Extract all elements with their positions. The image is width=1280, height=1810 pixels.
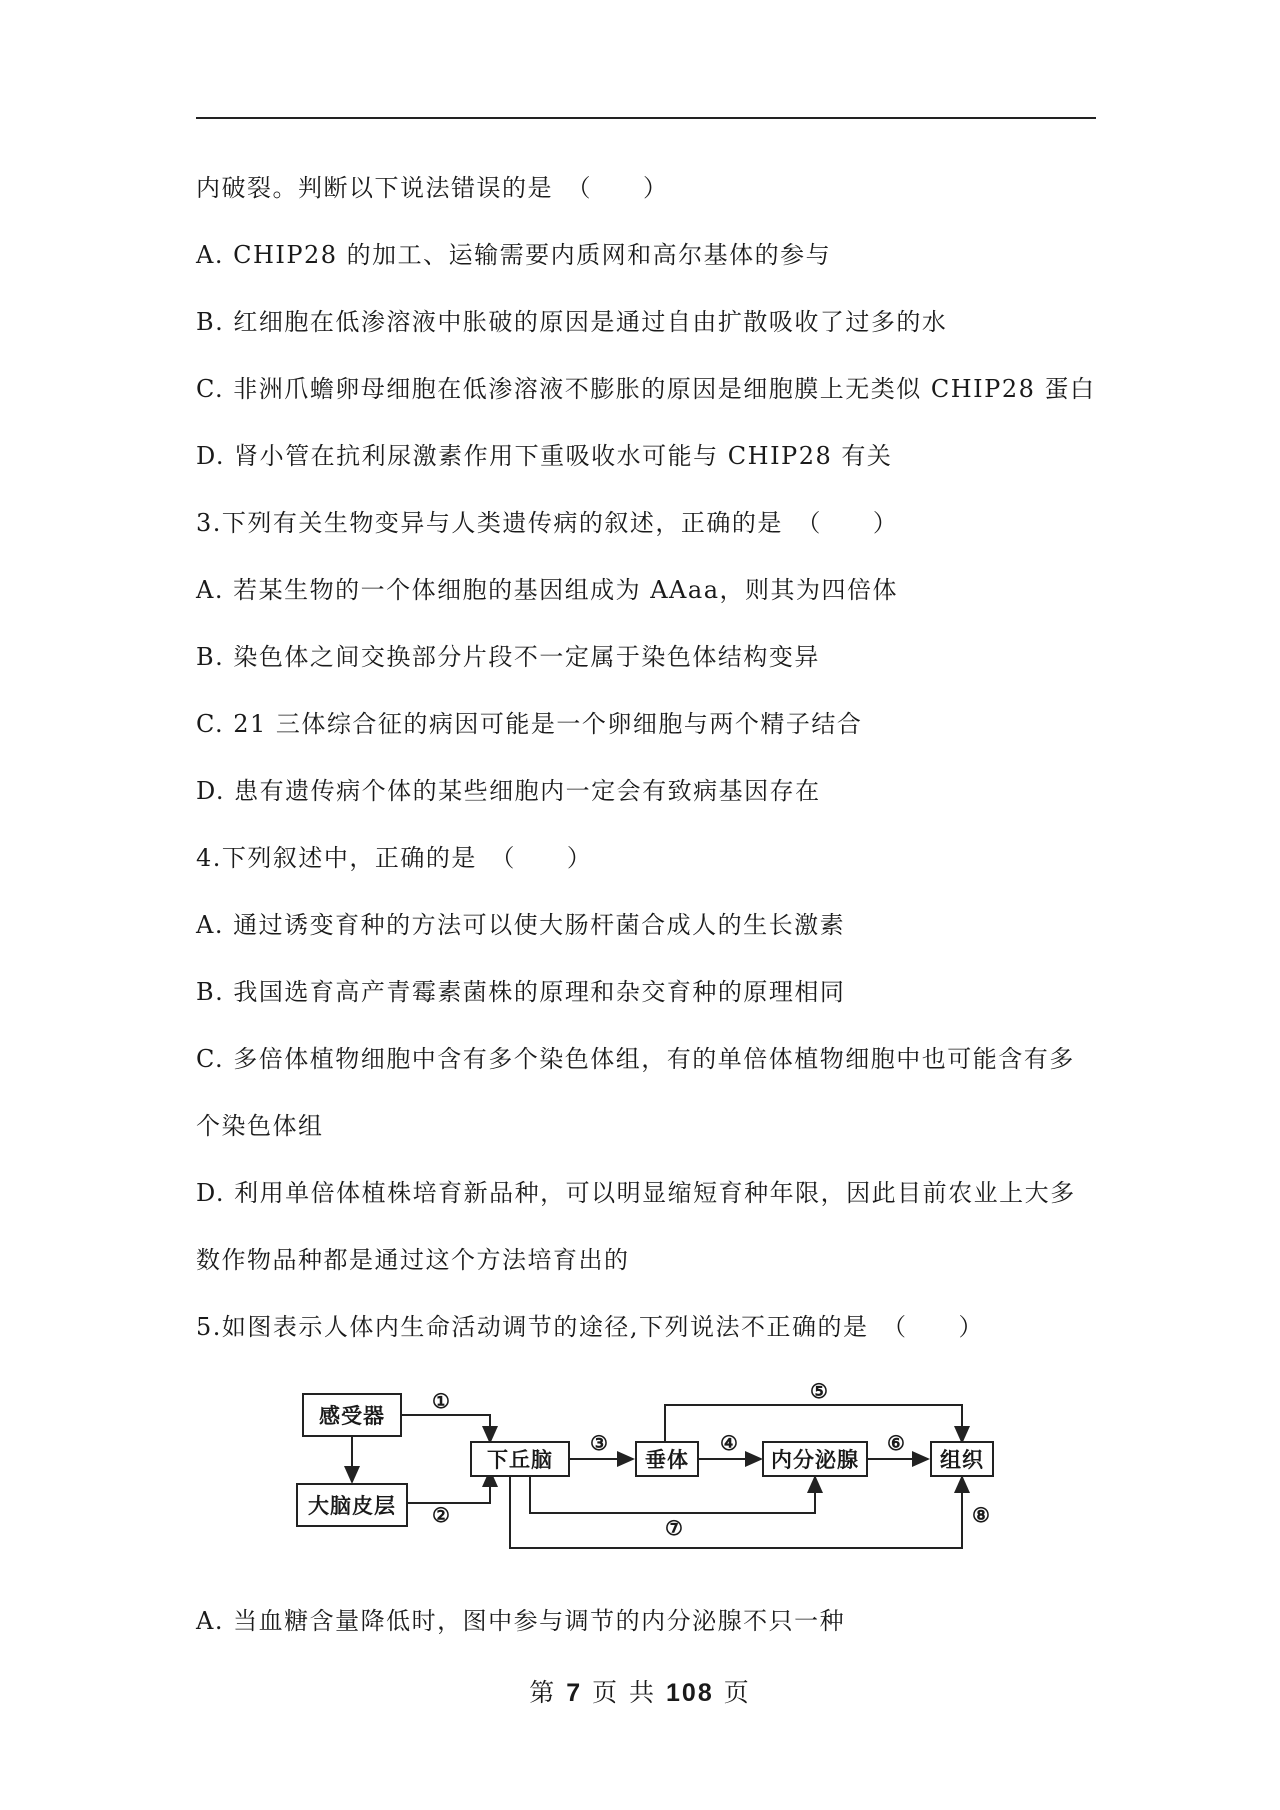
option-d: D. 患有遗传病个体的某些细胞内一定会有致病基因存在 [196, 777, 821, 805]
current-page-number: 7 [566, 1679, 583, 1707]
label-5: ⑤ [810, 1379, 828, 1403]
option-a: A. 通过诱变育种的方法可以使大肠杆菌合成人的生长激素 [196, 911, 846, 939]
cerebral-cortex-box: 大脑皮层 [296, 1483, 408, 1527]
path-1-arrow [390, 1415, 490, 1442]
footer-mid: 页 共 [592, 1678, 657, 1707]
label-8: ⑧ [972, 1503, 990, 1527]
option-a: A. 若某生物的一个体细胞的基因组成为 AAaa，则其为四倍体 [196, 576, 898, 604]
option-d: D. 肾小管在抗利尿激素作用下重吸收水可能与 CHIP28 有关 [196, 442, 893, 470]
receptor-box: 感受器 [302, 1393, 402, 1437]
option-a: A. 当血糖含量降低时，图中参与调节的内分泌腺不只一种 [196, 1607, 846, 1635]
pituitary-box: 垂体 [635, 1441, 699, 1477]
hypothalamus-box: 下丘脑 [470, 1441, 570, 1477]
total-page-number: 108 [666, 1679, 714, 1707]
text-line: 内破裂。判断以下说法错误的是 （ ） [196, 174, 669, 202]
label-4: ④ [720, 1431, 738, 1455]
endocrine-gland-box: 内分泌腺 [762, 1441, 868, 1477]
page-footer [0, 1673, 1280, 1709]
option-c: C. 21 三体综合征的病因可能是一个卵细胞与两个精子结合 [196, 710, 863, 738]
label-6: ⑥ [887, 1431, 905, 1455]
regulation-diagram [290, 1379, 1010, 1585]
option-a: A. CHIP28 的加工、运输需要内质网和高尔基体的参与 [196, 241, 832, 269]
label-2: ② [432, 1503, 450, 1527]
label-1: ① [432, 1389, 450, 1413]
option-d-cont: 数作物品种都是通过这个方法培育出的 [196, 1246, 630, 1274]
label-3: ③ [590, 1431, 608, 1455]
question-5: 5.如图表示人体内生命活动调节的途径,下列说法不正确的是 （ ） [196, 1313, 985, 1341]
option-b: B. 染色体之间交换部分片段不一定属于染色体结构变异 [196, 643, 820, 671]
option-b: B. 红细胞在低渗溶液中胀破的原因是通过自由扩散吸收了过多的水 [196, 308, 948, 336]
header-rule [196, 117, 1096, 119]
label-7: ⑦ [665, 1516, 683, 1540]
footer-suffix: 页 [723, 1678, 751, 1707]
option-c-cont: 个染色体组 [196, 1112, 324, 1140]
tissue-box: 组织 [930, 1441, 994, 1477]
option-c: C. 多倍体植物细胞中含有多个染色体组，有的单倍体植物细胞中也可能含有多 [196, 1045, 1075, 1073]
path-5-arrow [665, 1405, 962, 1442]
option-b: B. 我国选育高产青霉素菌株的原理和杂交育种的原理相同 [196, 978, 846, 1006]
question-4: 4.下列叙述中，正确的是 （ ） [196, 844, 593, 872]
path-7-arrow [530, 1477, 815, 1513]
option-c: C. 非洲爪蟾卵母细胞在低渗溶液不膨胀的原因是细胞膜上无类似 CHIP28 蛋白 [196, 375, 1096, 403]
question-3: 3.下列有关生物变异与人类遗传病的叙述，正确的是 （ ） [196, 509, 899, 537]
option-d: D. 利用单倍体植株培育新品种，可以明显缩短育种年限，因此目前农业上大多 [196, 1179, 1076, 1207]
footer-prefix: 第 [529, 1678, 557, 1707]
